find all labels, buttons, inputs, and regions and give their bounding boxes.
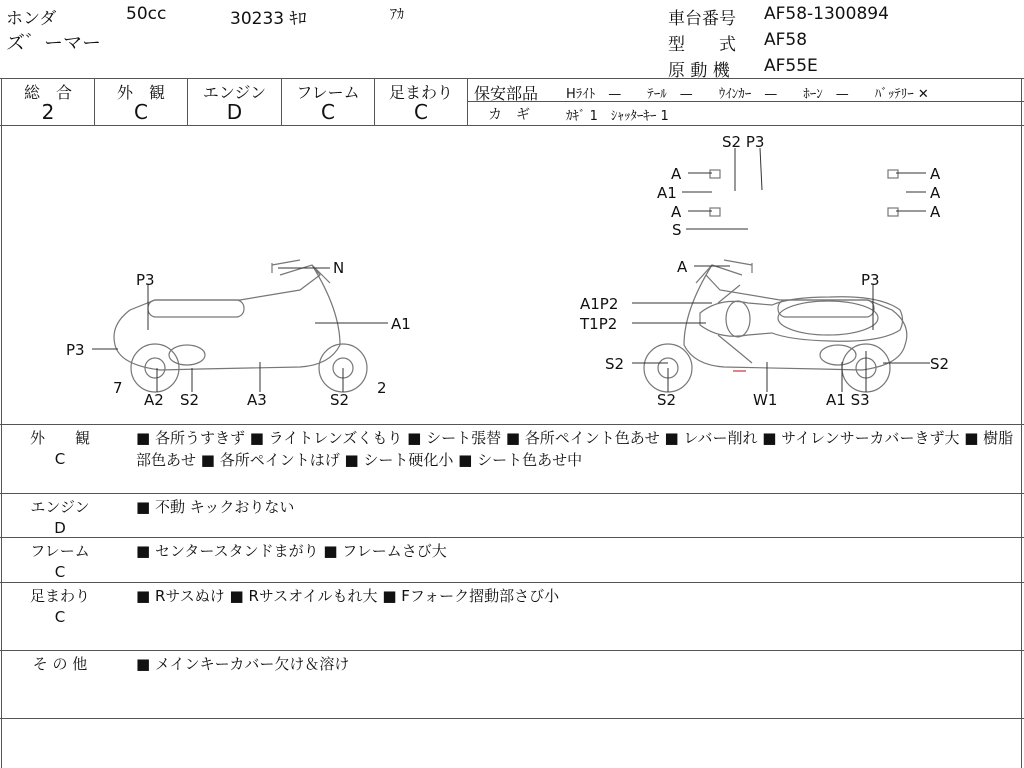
engine-grade: D: [226, 100, 243, 124]
displacement: 50cc: [126, 4, 167, 24]
frame-grade: C: [321, 100, 335, 124]
label-left-s2a: S2: [180, 391, 200, 409]
section-engine-notes: ■ 不動 キックおりない: [136, 498, 295, 516]
label-right-p3: P3: [861, 271, 880, 289]
frame-label: フレーム: [296, 83, 360, 102]
divider: [0, 493, 1024, 494]
label-left-a2: A2: [144, 391, 164, 409]
overall-label: 総 合: [23, 83, 72, 102]
section-exterior-label: [20, 428, 100, 470]
divider: [0, 582, 1024, 583]
label-right-s2-bottom: S2: [657, 391, 677, 409]
section-exterior-title: 外 観: [29, 429, 90, 447]
section-suspension-title: 足まわり: [29, 587, 90, 605]
divider: [0, 650, 1024, 651]
section-frame-title: フレーム: [30, 542, 90, 560]
model-name: ズ゛ーマー: [6, 32, 102, 54]
label-top-a-left2: A: [671, 203, 682, 221]
label-right-s2-left: S2: [605, 355, 625, 373]
label-top-a1: A1: [657, 184, 677, 202]
color: ｱｶ: [390, 7, 404, 23]
type-label: 型 式: [668, 35, 736, 55]
section-suspension-label: [20, 586, 100, 628]
section-frame-notes: ■ センタースタンドまがり ■ フレームさび大: [136, 542, 447, 560]
frame-no-label: 車台番号: [668, 9, 736, 29]
label-top-a-right3: A: [930, 203, 941, 221]
key-label: カ ギ: [488, 107, 530, 123]
section-other-label: [20, 654, 100, 675]
safety-parts-items: Hﾗｲﾄ — ﾃｰﾙ — ｳｲﾝｶｰ — ﾎｰﾝ — ﾊﾞｯﾃﾘｰ ✕: [566, 87, 929, 102]
exterior-label: 外 観: [116, 83, 165, 102]
label-left-p3-top: P3: [136, 271, 155, 289]
section-engine-title: エンジン: [30, 498, 90, 516]
divider: [0, 78, 1024, 79]
label-right-w1: W1: [753, 391, 778, 409]
frame-no: AF58-1300894: [764, 4, 889, 24]
label-left-2: 2: [377, 379, 387, 397]
label-left-s2b: S2: [330, 391, 350, 409]
label-left-7: 7: [113, 379, 123, 397]
label-top-s: S: [672, 221, 682, 239]
engine-model-label: 原 動 機: [668, 61, 730, 81]
label-top-a-left1: A: [671, 165, 682, 183]
label-right-t1p2: T1P2: [580, 315, 618, 333]
label-top-a-right2: A: [930, 184, 941, 202]
section-frame-label: [20, 541, 100, 583]
label-right-s2-right: S2: [930, 355, 950, 373]
section-other-notes: ■ メインキーカバー欠け＆溶け: [136, 655, 350, 673]
suspension-grade: C: [414, 100, 428, 124]
label-left-n: N: [333, 259, 345, 277]
label-top-a-right1: A: [930, 165, 941, 183]
section-exterior-grade: C: [54, 450, 66, 468]
scooter-diagrams: [0, 125, 1024, 425]
section-exterior-notes: ■ 各所うすきず ■ ライトレンズくもり ■ シート張替 ■ 各所ペイント色あせ ■ レバー削れ ■ サイレンサーカバーきず大 ■ 樹脂部色あせ ■ 各所ペイントはげ ■ シート硬化小 ■ シート色あせ中: [136, 429, 1014, 469]
section-suspension-notes: ■ Rサスぬけ ■ Rサスオイルもれ大 ■ Fフォーク摺動部さび小: [136, 587, 560, 605]
scooter-top-view: [700, 170, 903, 363]
section-engine-grade: D: [54, 519, 66, 537]
label-top-s2p3: S2 P3: [722, 133, 765, 151]
divider: [467, 78, 468, 125]
exterior-grade: C: [134, 100, 148, 124]
section-suspension-grade: C: [54, 608, 66, 626]
engine-label: エンジン: [202, 83, 267, 102]
label-left-a3: A3: [247, 391, 267, 409]
type-value: AF58: [764, 30, 808, 50]
maker: ホンダ: [6, 9, 57, 29]
label-left-p3-side: P3: [66, 341, 85, 359]
key-value: ｶｷﾞ 1 ｼｬｯﾀｰｷｰ 1: [566, 109, 669, 124]
engine-model-value: AF55E: [764, 56, 818, 76]
mileage: 30233 ｷﾛ: [230, 9, 307, 29]
label-right-a: A: [677, 258, 688, 276]
divider: [0, 537, 1024, 538]
section-engine-label: [20, 497, 100, 539]
divider: [0, 718, 1024, 719]
label-left-a1: A1: [391, 315, 411, 333]
suspension-label: 足まわり: [388, 83, 453, 102]
section-other-title: そ の 他: [32, 655, 88, 673]
label-right-a1p2: A1P2: [580, 295, 619, 313]
section-frame-grade: C: [54, 563, 66, 581]
overall-grade: 2: [41, 100, 55, 124]
safety-parts-label: 保安部品: [474, 84, 539, 103]
label-right-a1s3: A1 S3: [826, 391, 870, 409]
